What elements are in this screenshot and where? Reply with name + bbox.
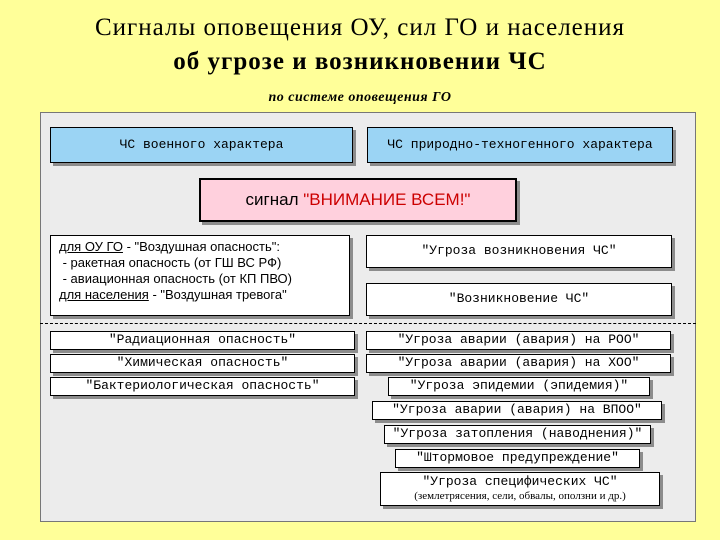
air-danger-line-2: - ракетная опасность (от ГШ ВС РФ) [59,255,282,270]
left-list-item [50,354,355,373]
specific-emergency-box [380,472,660,506]
header-natural-technogenic-emergency [367,127,673,163]
threat-of-emergency-box [366,235,672,268]
for-population-label: для населения [59,287,149,302]
title-line-1: Сигналы оповещения ОУ, сил ГО и населения [94,14,626,41]
specific-emergency-label: "Угроза специфических ЧС" [422,474,618,490]
bacteriological-danger-label: "Бактериологическая опасность" [85,378,320,394]
header-military-label: ЧС военного характера [119,136,284,152]
storm-warning-label: "Штормовое предупреждение" [416,450,619,466]
signal-main-text: "ВНИМАНИЕ ВСЕМ!" [303,190,471,210]
air-raid-signal: - "Воздушная тревога" [148,287,287,302]
air-danger-line-1 [59,239,345,255]
right-list-item [366,354,671,373]
hoo-accident-label: "Угроза аварии (авария) на ХОО" [397,355,640,371]
air-danger-box [50,235,350,316]
vpoo-accident-label: "Угроза аварии (авария) на ВПОО" [392,402,642,418]
header-natural-label: ЧС природно-техногенного характера [387,136,653,152]
emergency-occurrence-label: "Возникновение ЧС" [448,291,590,307]
chemical-danger-label: "Химическая опасность" [116,355,289,371]
right-list-item [395,449,640,468]
title-line-2: об угрозе и возникновении ЧС [173,48,547,75]
epidemic-label: "Угроза эпидемии (эпидемия)" [409,378,629,394]
left-list-item [50,331,355,350]
threat-of-emergency-label: "Угроза возникновения ЧС" [421,243,617,259]
signal-prefix: сигнал [245,190,304,210]
air-danger-line-3: - авиационная опасность (от КП ПВО) [59,271,292,286]
emergency-occurrence-box [366,283,672,316]
signal-attention-all [199,178,517,222]
right-list-item [366,331,671,350]
for-management-label: для ОУ ГО [59,239,123,254]
roo-accident-label: "Угроза аварии (авария) на РОО" [397,332,640,348]
right-list-item [388,377,650,396]
subtitle: по системе оповещения ГО [268,90,452,105]
flood-label: "Угроза затопления (наводнения)" [392,426,643,442]
left-list-item [50,377,355,396]
right-list-item [384,425,651,444]
air-danger-signal: - "Воздушная опасность": [122,239,280,254]
divider-dashed-line [40,323,696,324]
right-list-item [372,401,662,420]
air-danger-line-4 [59,287,345,303]
header-military-emergency [50,127,353,163]
radiation-danger-label: "Радиационная опасность" [108,332,297,348]
specific-emergency-note: (землетрясения, сели, обвалы, оползни и др.) [414,490,626,503]
